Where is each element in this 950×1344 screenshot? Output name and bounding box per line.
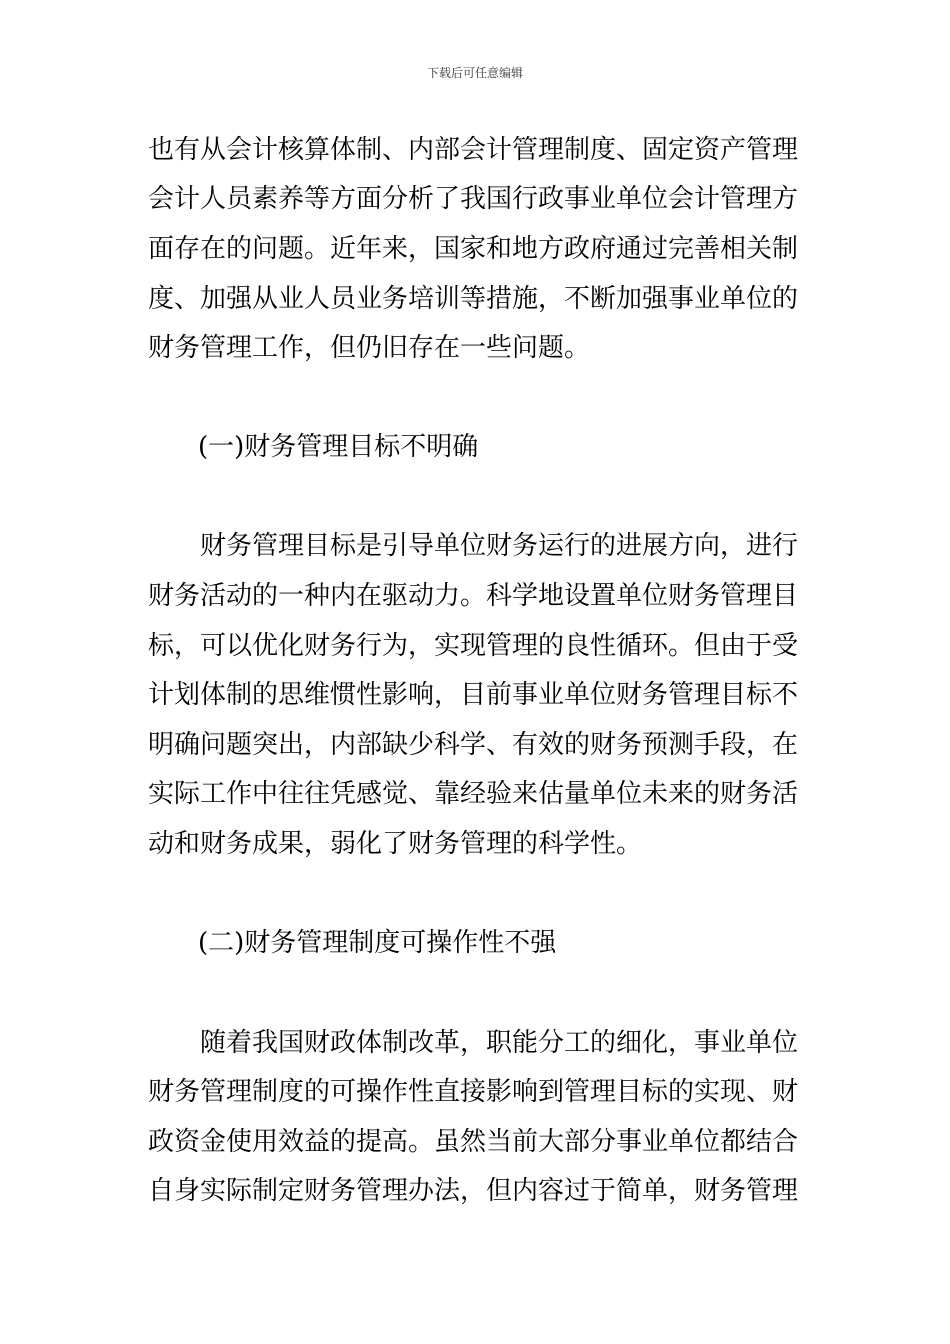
paragraph-1-line-2: 会计人员素养等方面分析了我国行政事业单位会计管理方 [148, 184, 799, 214]
section-heading-2: (二)财务管理制度可操作性不强 [198, 928, 557, 958]
paragraph-1-line-5: 财务管理工作，但仍旧存在一些问题。 [148, 333, 591, 363]
paragraph-1-line-1: 也有从会计核算体制、内部会计管理制度、固定资产管理 [148, 135, 799, 165]
paragraph-3-line-4: 自身实际制定财务管理办法，但内容过于简单，财务管理 [148, 1176, 799, 1206]
paragraph-2-line-1: 财务管理目标是引导单位财务运行的进展方向，进行 [148, 531, 799, 561]
paragraph-2-line-5: 明确问题突出，内部缺少科学、有效的财务预测手段，在 [148, 730, 799, 760]
paragraph-2-line-7: 动和财务成果，弱化了财务管理的科学性。 [148, 829, 643, 859]
paragraph-2-line-6: 实际工作中往往凭感觉、靠经验来估量单位未来的财务活 [148, 779, 799, 809]
paragraph-3-line-2: 财务管理制度的可操作性直接影响到管理目标的实现、财 [148, 1077, 799, 1107]
paragraph-2-line-2: 财务活动的一种内在驱动力。科学地设置单位财务管理目 [148, 581, 799, 611]
page-header: 下载后可任意编辑 [426, 66, 523, 80]
paragraph-3-line-3: 政资金使用效益的提高。虽然当前大部分事业单位都结合 [148, 1127, 799, 1157]
paragraph-2-line-4: 计划体制的思维惯性影响，目前事业单位财务管理目标不 [148, 680, 799, 710]
section-heading-1: (一)财务管理目标不明确 [198, 432, 479, 462]
paragraph-2-line-3: 标，可以优化财务行为，实现管理的良性循环。但由于受 [148, 631, 799, 661]
paragraph-1-line-3: 面存在的问题。近年来，国家和地方政府通过完善相关制 [148, 234, 799, 264]
paragraph-1-line-4: 度、加强从业人员业务培训等措施，不断加强事业单位的 [148, 284, 799, 314]
paragraph-3-line-1: 随着我国财政体制改革，职能分工的细化，事业单位 [148, 1028, 799, 1058]
